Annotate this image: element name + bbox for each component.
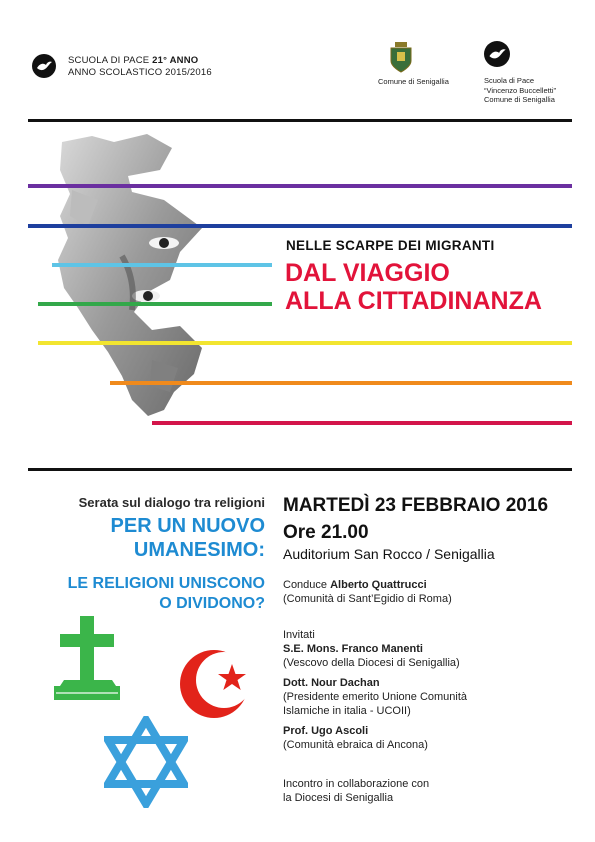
dove-logo-icon <box>484 41 510 67</box>
crescent-star-icon <box>176 644 256 724</box>
event-heading <box>111 514 265 562</box>
event-time: Ore 21.00 <box>283 522 369 543</box>
guest-desc-cont: Islamiche in italia - UCOII) <box>283 705 411 717</box>
hero-title-line1: DAL VIAGGIO <box>285 259 450 287</box>
school-header-text <box>68 55 212 79</box>
collaboration-note <box>283 777 429 805</box>
guest-item <box>283 676 467 718</box>
event-question-line1: LE RELIGIONI UNISCONO <box>67 575 265 592</box>
invitati-label: Invitati <box>283 629 315 641</box>
middle-divider <box>28 468 572 471</box>
header-school-year: ANNO SCOLASTICO 2015/2016 <box>68 67 212 78</box>
host-block <box>283 578 452 606</box>
guest-desc: (Comunità ebraica di Ancona) <box>283 739 428 751</box>
stripe-navy <box>28 224 572 228</box>
caption-line2: “Vincenzo Buccelletti” <box>484 85 556 95</box>
guest-desc: (Vescovo della Diocesi di Senigallia) <box>283 657 460 669</box>
stripe-green <box>38 302 272 306</box>
guests-block <box>283 628 467 752</box>
guest-name: Prof. Ugo Ascoli <box>283 725 369 737</box>
stripe-orange <box>110 381 572 385</box>
collab-line1: Incontro in collaborazione con <box>283 778 430 790</box>
header-year-badge: 21° ANNO <box>152 55 199 66</box>
migrant-face-map-image <box>52 130 242 422</box>
guest-item <box>283 642 467 670</box>
hero-title <box>285 259 542 315</box>
dove-logo-icon <box>32 54 56 78</box>
stripe-lightblue <box>52 263 272 267</box>
guest-name: S.E. Mons. Franco Manenti <box>283 643 423 655</box>
stripe-crimson <box>152 421 572 425</box>
comune-caption: Comune di Senigallia <box>378 77 449 86</box>
caption-line3: Comune di Senigallia <box>484 95 555 104</box>
event-question <box>68 574 265 614</box>
host-name: Alberto Quattrucci <box>330 579 427 591</box>
guest-item <box>283 724 467 752</box>
serata-label: Serata sul dialogo tra religioni <box>78 495 265 510</box>
hero-subtitle: NELLE SCARPE DEI MIGRANTI <box>286 238 495 253</box>
event-venue: Auditorium San Rocco / Senigallia <box>283 546 495 562</box>
guest-name: Dott. Nour Dachan <box>283 677 380 689</box>
event-heading-line2: UMANESIMO: <box>133 539 265 561</box>
stripe-yellow <box>38 341 572 345</box>
top-divider <box>28 119 572 122</box>
cross-icon <box>50 614 130 704</box>
guest-desc: (Presidente emerito Unione Comunità <box>283 691 468 703</box>
scuola-pace-caption <box>484 76 556 105</box>
collab-line2: la Diocesi di Senigallia <box>283 792 394 804</box>
stripe-purple <box>28 184 572 188</box>
hero-title-line2: ALLA CITTADINANZA <box>285 287 542 315</box>
conduce-prefix: Conduce <box>283 579 331 591</box>
coat-of-arms-icon <box>388 41 414 73</box>
event-heading-line1: PER UN NUOVO <box>110 515 265 537</box>
caption-line1: Scuola di Pace <box>484 76 535 85</box>
star-of-david-icon <box>104 716 188 808</box>
event-question-line2: O DIVIDONO? <box>159 595 265 612</box>
header-line1-prefix: SCUOLA DI PACE <box>68 55 153 66</box>
event-date: MARTEDÌ 23 FEBBRAIO 2016 <box>283 495 549 516</box>
host-org: (Comunità di Sant’Egidio di Roma) <box>283 593 452 605</box>
